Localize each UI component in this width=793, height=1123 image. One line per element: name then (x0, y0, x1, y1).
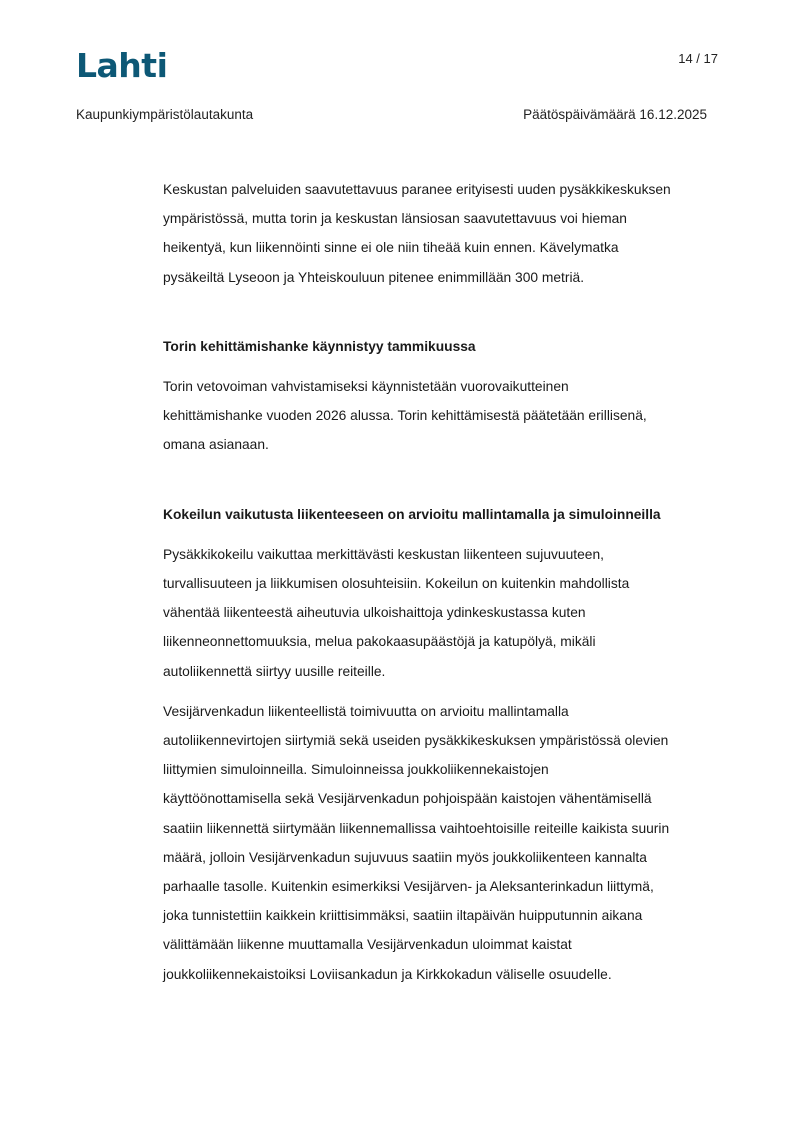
page-number: 14 / 17 (678, 51, 718, 66)
lahti-logo: Lahti (76, 46, 168, 85)
section-heading-torin: Torin kehittämishanke käynnistyy tammikuussa (163, 338, 476, 354)
text-line: vähentää liikenteestä aiheutuvia ulkoishaittoja ydinkeskustassa kuten (163, 605, 586, 621)
text-line: parhaalle tasolle. Kuitenkin esimerkiksi Vesijärven- ja Aleksanterinkadun liittymä, (163, 879, 654, 895)
kokeilu-paragraph-2 (163, 697, 723, 989)
text-line: ympäristössä, mutta torin ja keskustan länsiosan saavutettavuus voi hieman (163, 211, 627, 227)
section-heading-kokeilu: Kokeilun vaikutusta liikenteeseen on arvioitu mallintamalla ja simuloinneilla (163, 506, 661, 522)
text-line: joukkoliikennekaistoiksi Loviisankadun ja Kirkkokadun väliselle osuudelle. (163, 966, 612, 982)
text-line: turvallisuuteen ja liikkumisen olosuhteisiin. Kokeilun on kuitenkin mahdollista (163, 576, 630, 592)
torin-paragraph (163, 372, 723, 460)
text-line: pysäkeiltä Lyseoon ja Yhteiskouluun pitenee enimmillään 300 metriä. (163, 269, 585, 285)
text-line: välittämään liikenne muuttamalla Vesijärvenkadun uloimmat kaistat (163, 937, 572, 953)
text-line: joka tunnistettiin kaikkein kriittisimmäksi, saatiin iltapäivän huipputunnin aikana (163, 908, 643, 924)
text-line: kehittämishanke vuoden 2026 alussa. Torin kehittämisestä päätetään erillisenä, (163, 408, 647, 424)
text-line: Keskustan palveluiden saavutettavuus paranee erityisesti uuden pysäkkikeskuksen (163, 182, 671, 197)
organization-name: Kaupunkiympäristölautakunta (76, 107, 254, 122)
text-line: liittymien simuloinneilla. Simuloinneissa joukkoliikennekaistojen (163, 762, 549, 778)
text-line: määrä, jolloin Vesijärvenkadun sujuvuus saatiin myös joukkoliikenteen kannalta (163, 849, 647, 865)
text-line: autoliikennettä siirtyy uusille reiteille. (163, 663, 386, 679)
text-line: saatiin liikennettä siirtymään liikennemallissa vaihtoehtoisille reiteille kaikista suurin (163, 820, 670, 836)
text-line: Torin vetovoiman vahvistamiseksi käynnistetään vuorovaikutteinen (163, 379, 569, 395)
document-body (163, 175, 723, 989)
decision-date: Päätöspäivämäärä 16.12.2025 (523, 107, 707, 122)
text-line: liikenneonnettomuuksia, melua pakokaasupäästöjä ja katupölyä, mikäli (163, 634, 596, 650)
text-line: Pysäkkikokeilu vaikuttaa merkittävästi keskustan liikenteen sujuvuuteen, (163, 546, 604, 562)
text-line: Vesijärvenkadun liikenteellistä toimivuutta on arvioitu mallintamalla (163, 703, 569, 719)
intro-paragraph (163, 175, 723, 292)
text-line: omana asianaan. (163, 437, 269, 453)
text-line: käyttöönottamisella sekä Vesijärvenkadun pohjoispään kaistojen vähentämisellä (163, 791, 652, 807)
text-line: heikentyä, kun liikennöinti sinne ei ole niin tiheää kuin ennen. Kävelymatka (163, 240, 619, 256)
text-line: autoliikennevirtojen siirtymiä sekä useiden pysäkkikeskuksen ympäristössä olevien (163, 733, 669, 749)
kokeilu-paragraph-1 (163, 540, 723, 686)
